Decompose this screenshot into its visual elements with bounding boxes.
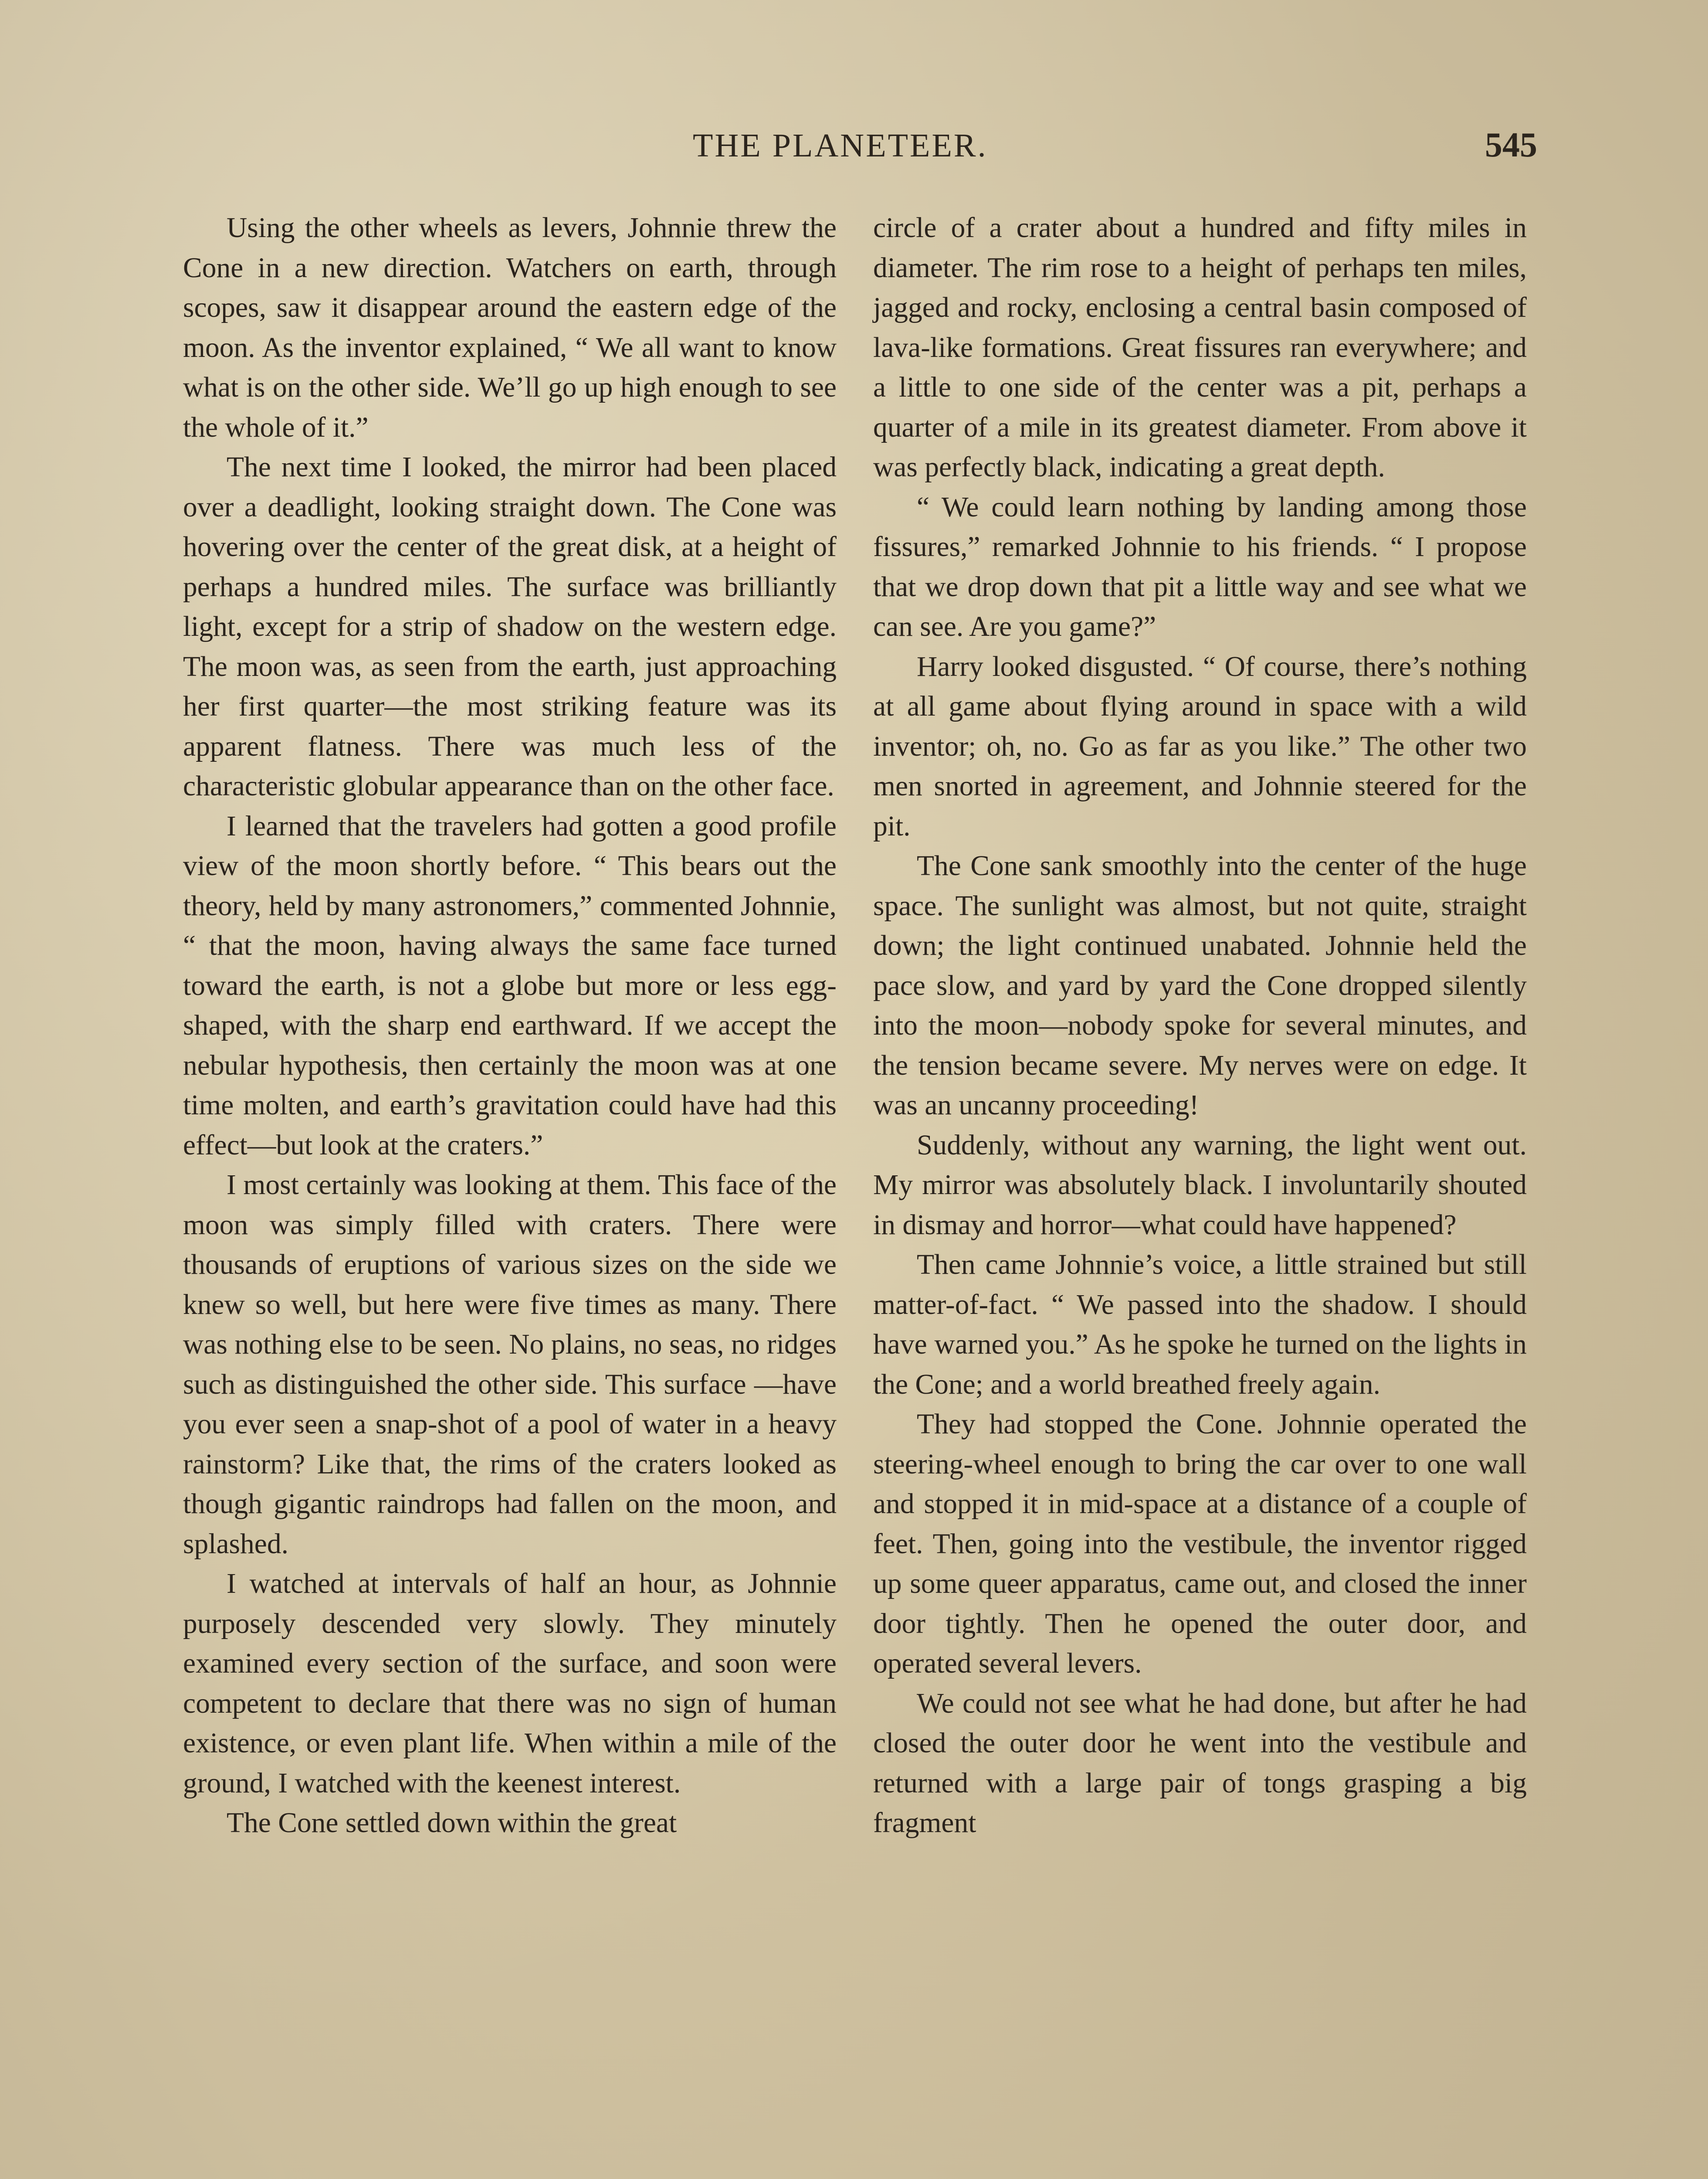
paragraph: The next time I looked, the mirror had been placed over a deadlight, looking straight down. The Cone was hovering over the center of the great disk, at a height of perhaps a hundred miles. The surface was brilliantly light, except for a strip of shadow on the western edge. The moon was, as seen from the earth, just approaching her first quarter—the most striking feature was its apparent flatness. There was much less of the characteristic globular appearance than on the other face. <box>183 451 837 802</box>
paragraph: The Cone settled down within the great <box>227 1807 677 1839</box>
paragraph: We could not see what he had done, but after he had closed the outer door he went into the vestibule and returned with a large pair of tongs grasping a big fragment <box>873 1687 1527 1839</box>
paragraph: “ We could learn nothing by landing among those fissures,” remarked Johnnie to his friends. “ I propose that we drop down that pit a little way and see what we can see. Are you game?” <box>873 491 1527 642</box>
running-title: THE PLANETEER. <box>693 127 988 164</box>
paragraph: Using the other wheels as levers, Johnnie threw the Cone in a new direction. Watchers on earth, through scopes, saw it disappear around the eastern edge of the moon. As the inventor explained, “ We all want to know what is on the other side. We’ll go up high enough to see the whole of it.” <box>183 212 837 443</box>
paragraph: I watched at intervals of half an hour, as Johnnie purposely descended very slowly. They minutely examined every section of the surface, and soon were competent to declare that there was no sign of human existence, or even plant life. When within a mile of the ground, I watched with the keenest interest. <box>183 1568 837 1799</box>
paragraph: I learned that the travelers had gotten a good profile view of the moon shortly before. “ This bears out the theory, held by many astronomers,” commented Johnnie, “ that the moon, having always the same face turned toward the earth, is not a globe but more or less egg-shaped, with the sharp end earthward. If we accept the nebular hypothesis, then certainly the moon was at one time molten, and earth’s gravitation could have had this effect—but look at the craters.” <box>183 810 837 1161</box>
paragraph: They had stopped the Cone. Johnnie operated the steering-wheel enough to bring the car over to one wall and stopped it in mid-space at a distance of a couple of feet. Then, going into the vestibule, the inventor rigged up some queer apparatus, came out, and closed the inner door tightly. Then he opened the outer door, and operated several levers. <box>873 1409 1527 1679</box>
paragraph: The Cone sank smoothly into the center of the huge space. The sunlight was almost, but not quite, straight down; the light continued unabated. Johnnie held the pace slow, and yard by yard the Cone dropped silently into the moon—nobody spoke for several minutes, and the tension became severe. My nerves were on edge. It was an uncanny proceeding! <box>873 850 1527 1121</box>
paragraph: Harry looked disgusted. “ Of course, there’s nothing at all game about flying around in space with a wild inventor; oh, no. Go as far as you like.” The other two men snorted in agreement, and Johnnie steered for the pit. <box>873 651 1527 842</box>
left-column <box>183 208 837 1843</box>
paragraph: I most certainly was looking at them. This face of the moon was simply filled with craters. There were thousands of eruptions of various sizes on the side we knew so well, but here were five times as many. There was nothing else to be seen. No plains, no seas, no ridges such as distinguished the other side. This surface —have you ever seen a snap-shot of a pool of water in a heavy rainstorm? Like that, the rims of the craters looked as though gigantic raindrops had fallen on the moon, and splashed. <box>183 1169 837 1560</box>
page-number: 545 <box>1485 126 1537 164</box>
paragraph: Suddenly, without any warning, the light went out. My mirror was absolutely black. I involuntarily shouted in dismay and horror—what could have happened? <box>873 1129 1527 1241</box>
paragraph-continued: circle of a crater about a hundred and fifty miles in diameter. The rim rose to a height of perhaps ten miles, jagged and rocky, enclosing a central basin composed of lava-like formations. Great fissures ran everywhere; and a little to one side of the center was a pit, perhaps a quarter of a mile in its greatest diameter. From above it was perfectly black, indicating a great depth. <box>873 212 1527 483</box>
paragraph: Then came Johnnie’s voice, a little strained but still matter-of-fact. “ We passed into the shadow. I should have warned you.” As he spoke he turned on the lights in the Cone; and a world breathed freely again. <box>873 1249 1527 1400</box>
page-header <box>693 126 1537 173</box>
right-column <box>873 208 1527 1843</box>
